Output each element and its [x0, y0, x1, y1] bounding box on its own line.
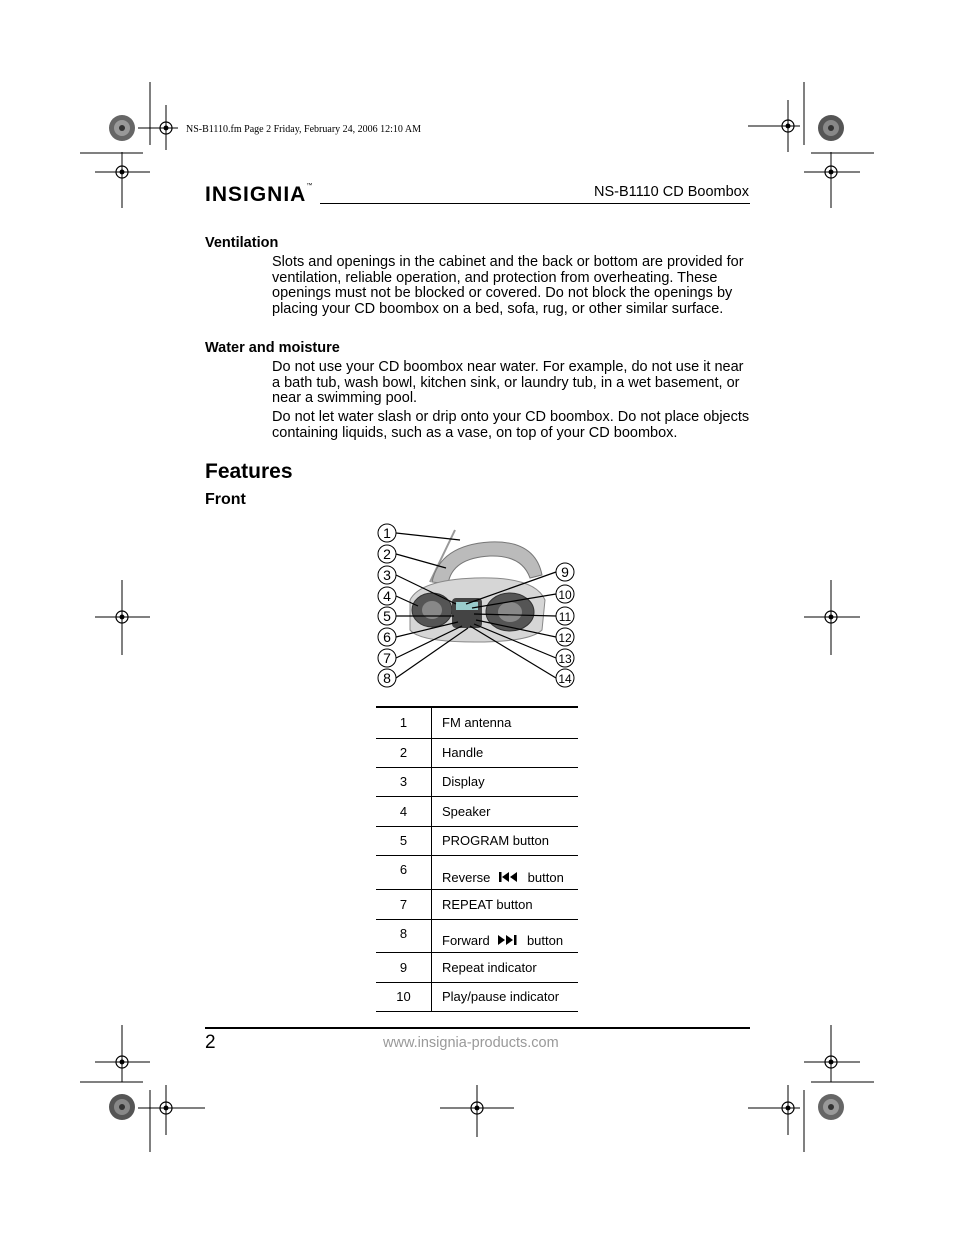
- page-number: 2: [205, 1032, 216, 1053]
- callout-13: 13: [558, 652, 572, 666]
- brand-trademark: ™: [306, 183, 314, 189]
- part-label-cell: [432, 855, 579, 889]
- callout-11: 11: [558, 610, 572, 624]
- part-number: 10: [376, 982, 432, 1011]
- callout-7: 7: [383, 650, 391, 666]
- table-row: [376, 889, 578, 919]
- print-header: NS-B1110.fm Page 2 Friday, February 24, 2006 12:10 AM: [186, 124, 421, 135]
- callout-6: 6: [383, 629, 391, 645]
- callout-10: 10: [558, 588, 572, 602]
- part-number: 5: [376, 826, 432, 855]
- header-divider: [320, 203, 750, 204]
- table-row: [376, 796, 578, 826]
- table-row: [376, 826, 578, 855]
- ventilation-text: Slots and openings in the cabinet and the back or bottom are provided for ventilation, reliable operation, and protection from overheating. These openings must not be blocked or covered. Do not block the openings by placing your CD boombox on a bed, sofa, rug, or other similar surface.: [272, 254, 744, 317]
- part-label: Display: [442, 774, 485, 789]
- parts-table: [376, 706, 578, 1012]
- table-row: [376, 855, 578, 889]
- callout-1: 1: [383, 525, 391, 541]
- table-row: [376, 919, 578, 952]
- part-number: 1: [376, 707, 432, 738]
- part-label: Forward: [442, 932, 490, 948]
- part-label: Speaker: [442, 803, 491, 819]
- callout-12: 12: [558, 631, 572, 645]
- callout-8: 8: [383, 670, 391, 686]
- callout-4: 4: [383, 588, 391, 604]
- callout-3: 3: [383, 567, 391, 583]
- part-label: Reverse: [442, 869, 491, 885]
- skip-forward-icon: [497, 934, 519, 946]
- part-number: 7: [376, 889, 432, 919]
- table-row: [376, 767, 578, 796]
- part-number: 2: [376, 738, 432, 767]
- part-label: Handle: [442, 745, 484, 760]
- part-label: FM antenna: [442, 715, 512, 731]
- part-number: 3: [376, 767, 432, 796]
- features-heading: Features: [205, 460, 293, 483]
- document-title: NS-B1110 CD Boombox: [593, 184, 749, 200]
- part-label-suffix: button: [526, 932, 564, 948]
- callout-9: 9: [561, 564, 569, 580]
- part-label-cell: [432, 919, 579, 952]
- brand-logo: [205, 183, 313, 207]
- table-row: [376, 982, 578, 1011]
- part-label: Repeat indicator: [442, 959, 537, 975]
- water-text-2: Do not let water slash or drip onto your CD boombox. Do not place objects containing liquids, such as a vase, on top of your CD boombox.: [272, 409, 750, 441]
- part-label: Play/pause indicator: [442, 989, 560, 1004]
- boombox-front-diagram: [370, 520, 585, 692]
- callout-5: 5: [383, 608, 391, 624]
- skip-back-icon: [498, 871, 520, 883]
- front-subheading: Front: [205, 491, 246, 508]
- footer-url: www.insignia-products.com: [383, 1035, 559, 1051]
- table-row: [376, 738, 578, 767]
- water-heading: Water and moisture: [205, 340, 340, 356]
- part-number: 8: [376, 919, 432, 952]
- table-row: [376, 952, 578, 982]
- callout-14: 14: [558, 672, 572, 686]
- callout-2: 2: [383, 546, 391, 562]
- water-text-1: Do not use your CD boombox near water. For example, do not use it near a bath tub, wash bowl, kitchen sink, or laundry tub, in a wet basement, or near a swimming pool.: [272, 359, 744, 406]
- footer-divider: [205, 1027, 750, 1029]
- ventilation-heading: Ventilation: [205, 235, 279, 251]
- brand-logo-text: INSIGNIA: [205, 183, 307, 206]
- part-label-suffix: button: [527, 869, 564, 885]
- part-number: 9: [376, 952, 432, 982]
- part-label: PROGRAM button: [442, 833, 549, 848]
- table-row: [376, 707, 578, 738]
- part-number: 4: [376, 796, 432, 826]
- part-number: 6: [376, 855, 432, 889]
- part-label: REPEAT button: [442, 896, 533, 912]
